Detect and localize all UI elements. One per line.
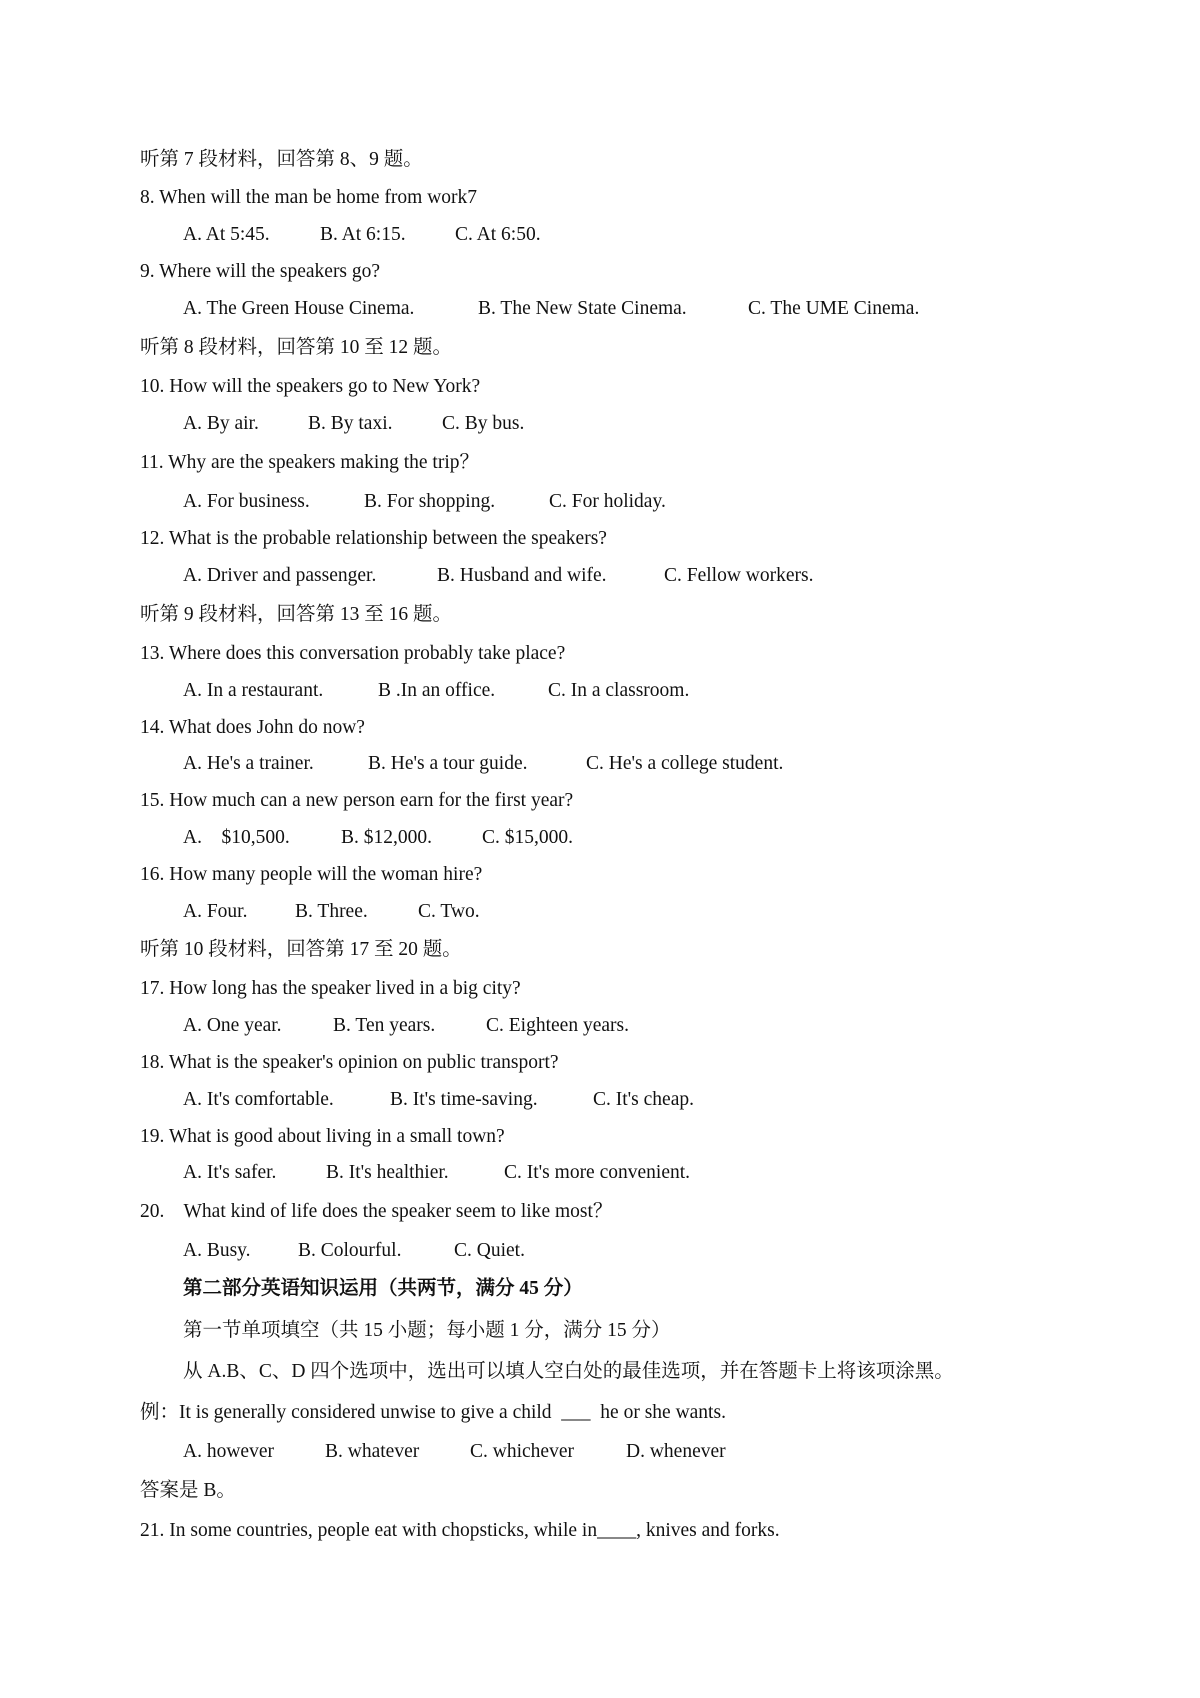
- question-12: 12. What is the probable relationship between the speakers?: [140, 528, 607, 549]
- option-c: C. whichever: [470, 1441, 574, 1462]
- option-a: A. For business.: [183, 491, 310, 512]
- option-a: A. $10,500.: [183, 827, 290, 848]
- option-a: A. He's a trainer.: [183, 753, 314, 774]
- option-c: C. In a classroom.: [548, 680, 690, 701]
- option-a: A. By air.: [183, 413, 259, 434]
- question-11: 11. Why are the speakers making the trip？: [140, 452, 479, 473]
- option-c: C. Two.: [418, 901, 480, 922]
- option-a: A. The Green House Cinema.: [183, 298, 415, 319]
- question-17: 17. How long has the speaker lived in a big city?: [140, 978, 521, 999]
- option-c: C. It's cheap.: [593, 1089, 694, 1110]
- option-c: C. For holiday.: [549, 491, 666, 512]
- option-c: C. He's a college student.: [586, 753, 784, 774]
- option-b: B. whatever: [325, 1441, 420, 1462]
- option-c: C. It's more convenient.: [504, 1162, 691, 1183]
- option-d: D. whenever: [626, 1441, 726, 1462]
- option-b: B. He's a tour guide.: [368, 753, 528, 774]
- option-a: A. however: [183, 1441, 274, 1462]
- option-b: B. Ten years.: [333, 1015, 436, 1036]
- option-b: B. Three.: [295, 901, 368, 922]
- option-a: A. Driver and passenger.: [183, 565, 377, 586]
- question-18: 18. What is the speaker's opinion on public transport?: [140, 1052, 559, 1073]
- option-c: C. $15,000.: [482, 827, 574, 848]
- option-a: A. Four.: [183, 901, 248, 922]
- question-15: 15. How much can a new person earn for the first year?: [140, 790, 574, 811]
- question-19: 19. What is good about living in a small town?: [140, 1126, 505, 1147]
- option-b: B. Colourful.: [298, 1240, 402, 1261]
- option-a: A. Busy.: [183, 1240, 251, 1261]
- option-b: B. For shopping.: [364, 491, 496, 512]
- question-16: 16. How many people will the woman hire?: [140, 864, 483, 885]
- question-13: 13. Where does this conversation probably take place?: [140, 643, 566, 664]
- instructions: 从 A.B、C、D 四个选项中，选出可以填人空白处的最佳选项，并在答题卡上将该项涂黑。: [183, 1361, 954, 1382]
- question-9: 9. Where will the speakers go?: [140, 261, 381, 282]
- option-b: B. The New State Cinema.: [478, 298, 687, 319]
- option-a: A. One year.: [183, 1015, 282, 1036]
- option-a: A. It's safer.: [183, 1162, 277, 1183]
- option-c: C. Quiet.: [454, 1240, 525, 1261]
- example-question: 例：It is generally considered unwise to give a child ___ he or she wants.: [140, 1402, 726, 1423]
- option-c: C. By bus.: [442, 413, 525, 434]
- question-20: 20. What kind of life does the speaker seem to like most？: [140, 1201, 613, 1222]
- option-c: C. Fellow workers.: [664, 565, 814, 586]
- question-14: 14. What does John do now?: [140, 717, 365, 738]
- option-b: B. $12,000.: [341, 827, 433, 848]
- section-heading-9: 听第 9 段材料，回答第 13 至 16 题。: [140, 604, 453, 625]
- option-b: B. At 6:15.: [320, 224, 406, 245]
- part-two-heading: 第二部分英语知识运用（共两节，满分 45 分）: [183, 1278, 583, 1299]
- example-answer: 答案是 B。: [140, 1480, 236, 1501]
- option-b: B. Husband and wife.: [437, 565, 607, 586]
- section-heading-10: 听第 10 段材料，回答第 17 至 20 题。: [140, 939, 462, 960]
- option-c: C. The UME Cinema.: [748, 298, 920, 319]
- option-a: A. In a restaurant.: [183, 680, 324, 701]
- question-10: 10. How will the speakers go to New York?: [140, 376, 481, 397]
- option-c: C. Eighteen years.: [486, 1015, 629, 1036]
- option-a: A. At 5:45.: [183, 224, 270, 245]
- option-c: C. At 6:50.: [455, 224, 541, 245]
- question-8: 8. When will the man be home from work7: [140, 187, 478, 208]
- option-b: B. By taxi.: [308, 413, 393, 434]
- section-one-heading: 第一节单项填空（共 15 小题；每小题 1 分，满分 15 分）: [183, 1320, 671, 1341]
- section-heading-8: 听第 8 段材料，回答第 10 至 12 题。: [140, 337, 453, 358]
- question-21: 21. In some countries, people eat with chopsticks, while in____, knives and forks.: [140, 1520, 780, 1541]
- section-heading-7: 听第 7 段材料，回答第 8、9 题。: [140, 149, 423, 170]
- option-b: B. It's healthier.: [326, 1162, 449, 1183]
- option-b: B .In an office.: [378, 680, 496, 701]
- option-a: A. It's comfortable.: [183, 1089, 334, 1110]
- option-b: B. It's time-saving.: [390, 1089, 538, 1110]
